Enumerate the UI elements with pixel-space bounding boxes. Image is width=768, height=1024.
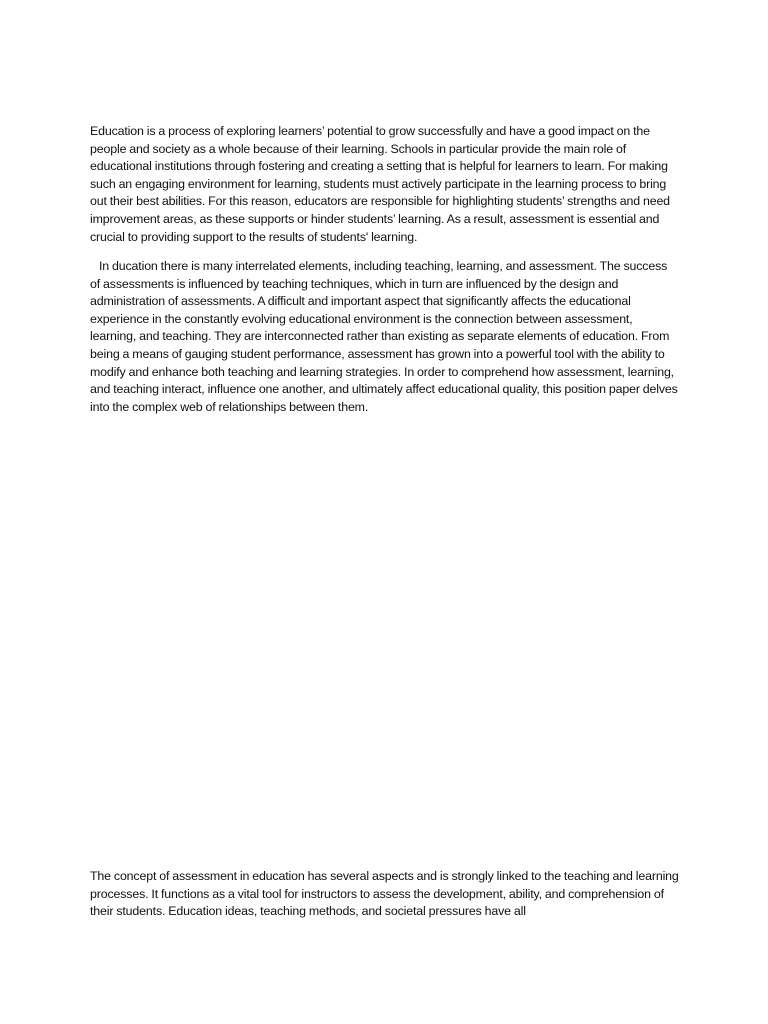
paragraph-assessment-concept: The concept of assessment in education has several aspects and is strongly linked to the teaching and learning processes. It functions as a vital tool for instructors to assess the development, ability, and comprehension of their students. Education ideas, teaching methods, and societal pressures have all [90,869,679,919]
paragraph-interrelated-elements: In ducation there is many interrelated elements, including teaching, learning, and assessment. The success of assessments is influenced by teaching techniques, which in turn are influenced by the design and administration of assessments. A difficult and important aspect that significantly affects the educational experience in the constantly evolving educational environment is the connection between assessment, learning, and teaching. They are interconnected rather than existing as separate elements of education. From being a means of gauging student performance, assessment has grown into a powerful tool with the ability to modify and enhance both teaching and learning strategies. In order to comprehend how assessment, learning, and teaching interact, influence one another, and ultimately affect educational quality, this position paper delves into the complex web of relationships between them. [90,259,678,414]
paragraph-education-intro: Education is a process of exploring learners’ potential to grow successfully and have a good impact on the people and society as a whole because of their learning. Schools in particular provide the main role of educational institutions through fostering and creating a setting that is helpful for learners to learn. For making such an engaging environment for learning, students must actively participate in the learning process to bring out their best abilities. For this reason, educators are responsible for highlighting students’ strengths and need improvement areas, as these supports or hinder students’ learning. As a result, assessment is essential and crucial to providing support to the results of students' learning. [90,124,670,244]
